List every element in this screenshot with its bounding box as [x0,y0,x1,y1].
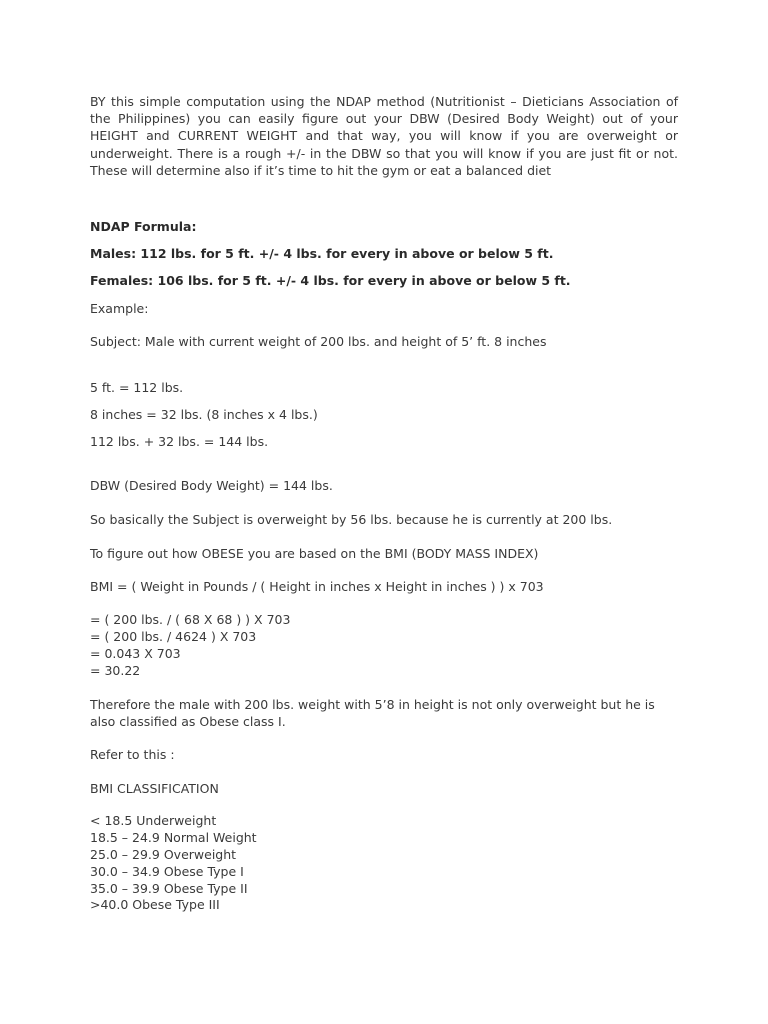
formula-females: Females: 106 lbs. for 5 ft. +/- 4 lbs. for every in above or below 5 ft. [90,273,571,289]
classification-item: 30.0 – 34.9 Obese Type I [90,863,244,879]
bmi-therefore: Therefore the male with 200 lbs. weight with 5’8 in height is not only overweight but he is also classified as Obese class I. [90,696,655,729]
bmi-intro: To figure out how OBESE you are based on the BMI (BODY MASS INDEX) [90,546,539,562]
classification-item: >40.0 Obese Type III [90,897,220,913]
bmi-calc-line: = ( 200 lbs. / 4624 ) X 703 [90,629,257,645]
example-step-1: 5 ft. = 112 lbs. [90,380,184,396]
intro-paragraph: BY this simple computation using the NDAP method (Nutritionist – Dieticians Association of the Philippines) you can easily figure out your DBW (Desired Body Weight) out of your HEIGHT and CURRENT WEIGHT and that way, you will know if you are overweight or underweight. There is a rough +/- in the DBW so that you will know if you are just fit or not. These will determine also if it’s time to hit the gym or eat a balanced diet [90,94,678,178]
example-label: Example: [90,300,149,316]
classification-item: 35.0 – 39.9 Obese Type II [90,880,248,896]
example-dbw: DBW (Desired Body Weight) = 144 lbs. [90,477,333,493]
bmi-calc-line: = 30.22 [90,662,141,678]
formula-heading: NDAP Formula: [90,219,197,235]
example-step-2: 8 inches = 32 lbs. (8 inches x 4 lbs.) [90,407,318,423]
bmi-calc-line: = 0.043 X 703 [90,646,181,662]
example-conclusion: So basically the Subject is overweight by 56 lbs. because he is currently at 200 lbs. [90,511,613,527]
bmi-classification-heading: BMI CLASSIFICATION [90,781,219,797]
formula-males: Males: 112 lbs. for 5 ft. +/- 4 lbs. for every in above or below 5 ft. [90,246,554,262]
bmi-refer: Refer to this : [90,747,175,763]
bmi-calculation [90,612,678,679]
classification-item: 25.0 – 29.9 Overweight [90,847,237,863]
example-step-3: 112 lbs. + 32 lbs. = 144 lbs. [90,434,269,450]
bmi-classification-list [90,813,678,914]
classification-item: 18.5 – 24.9 Normal Weight [90,830,257,846]
bmi-calc-line: = ( 200 lbs. / ( 68 X 68 ) ) X 703 [90,612,291,628]
example-subject: Subject: Male with current weight of 200 lbs. and height of 5’ ft. 8 inches [90,333,547,349]
document-page [90,93,678,914]
bmi-formula: BMI = ( Weight in Pounds / ( Height in inches x Height in inches ) ) x 703 [90,579,544,595]
classification-item: < 18.5 Underweight [90,813,217,829]
